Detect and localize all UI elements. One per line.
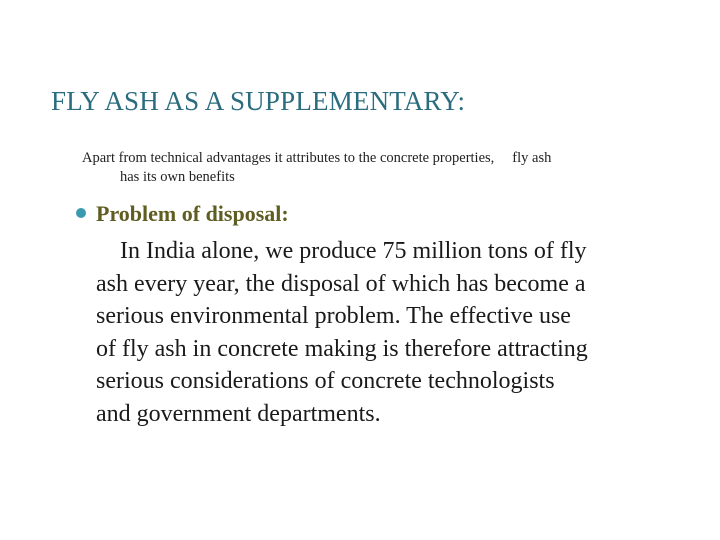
intro-line-2: has its own benefits bbox=[120, 169, 235, 185]
bullet-heading: Problem of disposal: bbox=[96, 201, 289, 226]
body-line: of fly ash in concrete making is therefore attracting bbox=[96, 335, 588, 362]
slide-title: FLY ASH AS A SUPPLEMENTARY: bbox=[51, 86, 466, 116]
body-line: ash every year, the disposal of which has become a bbox=[96, 270, 586, 297]
body-paragraph bbox=[96, 235, 588, 430]
body-line: and government departments. bbox=[96, 400, 381, 427]
body-line: serious considerations of concrete technologists bbox=[96, 368, 555, 394]
intro-line-1-part-1: Apart from technical advantages it attributes to the concrete properties, bbox=[82, 150, 495, 166]
bullet-icon bbox=[76, 208, 86, 218]
intro-line-1 bbox=[82, 149, 682, 168]
bullet-item bbox=[76, 201, 289, 227]
body-line: serious environmental problem. The effective use bbox=[96, 303, 571, 329]
intro-text bbox=[82, 149, 682, 187]
body-line: In India alone, we produce 75 million tons of fly bbox=[120, 238, 587, 264]
intro-line-1-part-2: fly ash bbox=[512, 150, 552, 166]
